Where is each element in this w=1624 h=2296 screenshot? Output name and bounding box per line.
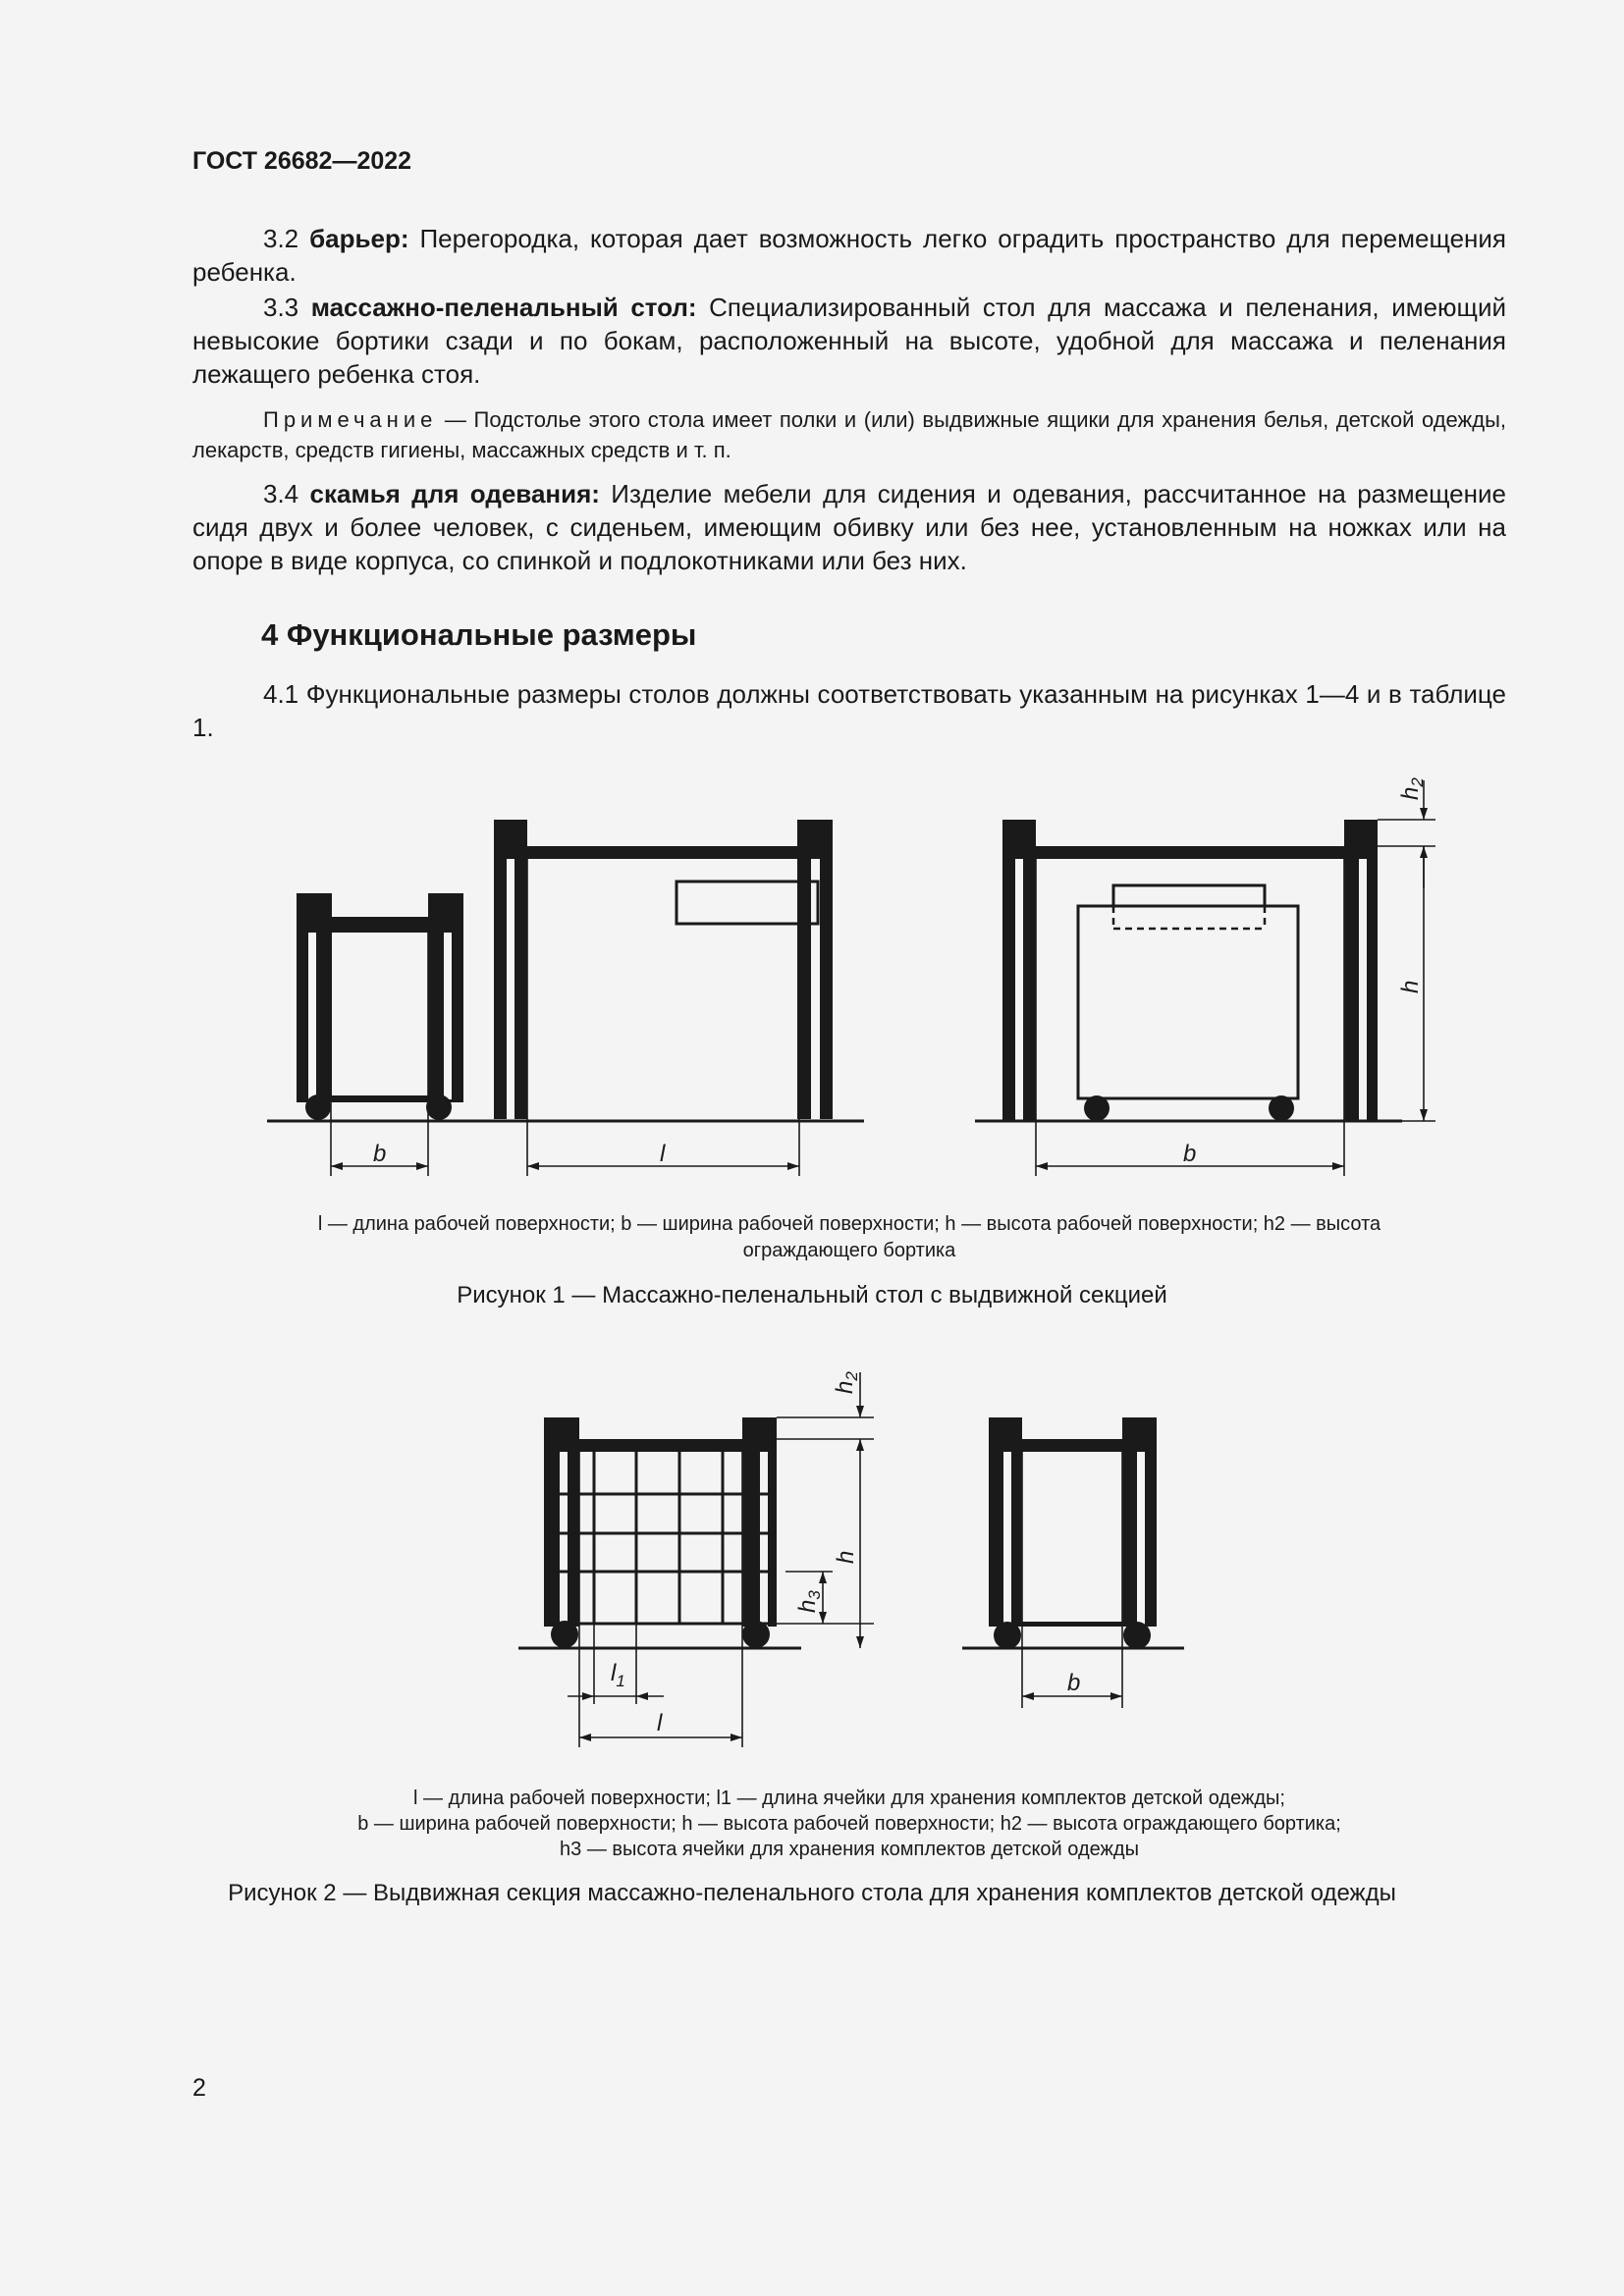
figure1-caption: Рисунок 1 — Массажно-пеленальный стол с выдвижной секцией	[457, 1282, 1167, 1308]
label-l: l	[660, 1141, 666, 1167]
label-b-right: b	[1183, 1141, 1197, 1167]
figure2-legend-line1: l — длина рабочей поверхности; l1 — длина ячейки для хранения комплектов детской одежды;	[413, 1788, 1285, 1809]
label2-l1: $l_1$	[611, 1660, 625, 1690]
figure1-legend-line1: l — длина рабочей поверхности; b — ширина рабочей поверхности; h — высота рабочей поверхности; h2 — высота	[317, 1213, 1381, 1235]
figure2-caption: Рисунок 2 — Выдвижная секция массажно-пеленального стола для хранения комплектов детской одежды	[228, 1880, 1396, 1906]
label2-b: b	[1067, 1670, 1081, 1696]
figure1-drawing	[267, 780, 1435, 1176]
label2-h2: $h_2$	[832, 1371, 861, 1394]
label2-h3: $h_3$	[794, 1590, 824, 1613]
label2-l: l	[657, 1710, 663, 1736]
note-label: Примечание	[263, 407, 438, 432]
figure1-table-side	[1002, 820, 1435, 1176]
label-h: h	[1397, 980, 1424, 993]
document-header: ГОСТ 26682—2022	[192, 147, 412, 175]
figure2-section-side	[989, 1417, 1157, 1708]
definition-text: Специализированный стол для массажа и пеленания, имеющий невысокие бортики сзади и по бокам, расположенный на высоте, удобной для массажа и пеленания лежащего ребенка стоя.	[192, 293, 1506, 389]
label-b-left: b	[373, 1141, 387, 1167]
term: скамья для одевания:	[309, 479, 600, 508]
paragraph-4-1: 4.1 Функциональные размеры столов должны соответствовать указанным на рисунках 1—4 и в таблице 1.	[192, 679, 1506, 742]
definition-text: Перегородка, которая дает возможность легко оградить пространство для перемещения ребенка.	[192, 224, 1506, 287]
figure2-legend-line3: h3 — высота ячейки для хранения комплектов детской одежды	[560, 1839, 1139, 1860]
term: барьер:	[309, 224, 409, 253]
figure1-legend-line2: ограждающего бортика	[742, 1240, 956, 1261]
note-text: — Подстолье этого стола имеет полки и (или) выдвижные ящики для хранения белья, детской одежды, лекарств, средств гигиены, массажных средств и т. п.	[192, 407, 1506, 462]
figure1-side-section	[297, 893, 463, 1176]
section-4-heading: 4 Функциональные размеры	[261, 617, 697, 652]
label-h2: $h_2$	[1397, 777, 1427, 800]
clause-number: 3.2	[263, 224, 310, 253]
figure2-section-front	[544, 1417, 874, 1747]
figure1-table-front	[494, 820, 833, 1176]
page-number: 2	[192, 2074, 206, 2102]
term: массажно-пеленальный стол:	[310, 293, 697, 322]
definition-text: Изделие мебели для сидения и одевания, рассчитанное на размещение сидя двух и более человек, с сиденьем, имеющим обивку или без нее, установленным на ножках или на опоре в виде корпуса, со спинкой и подлокотниками или без них.	[192, 479, 1506, 575]
clause-number: 3.3	[263, 293, 311, 322]
clause-number: 3.4	[263, 479, 310, 508]
label2-h: h	[833, 1550, 859, 1564]
figure2-legend-line2: b — ширина рабочей поверхности; h — высота рабочей поверхности; h2 — высота ограждающего бортика;	[357, 1813, 1341, 1835]
